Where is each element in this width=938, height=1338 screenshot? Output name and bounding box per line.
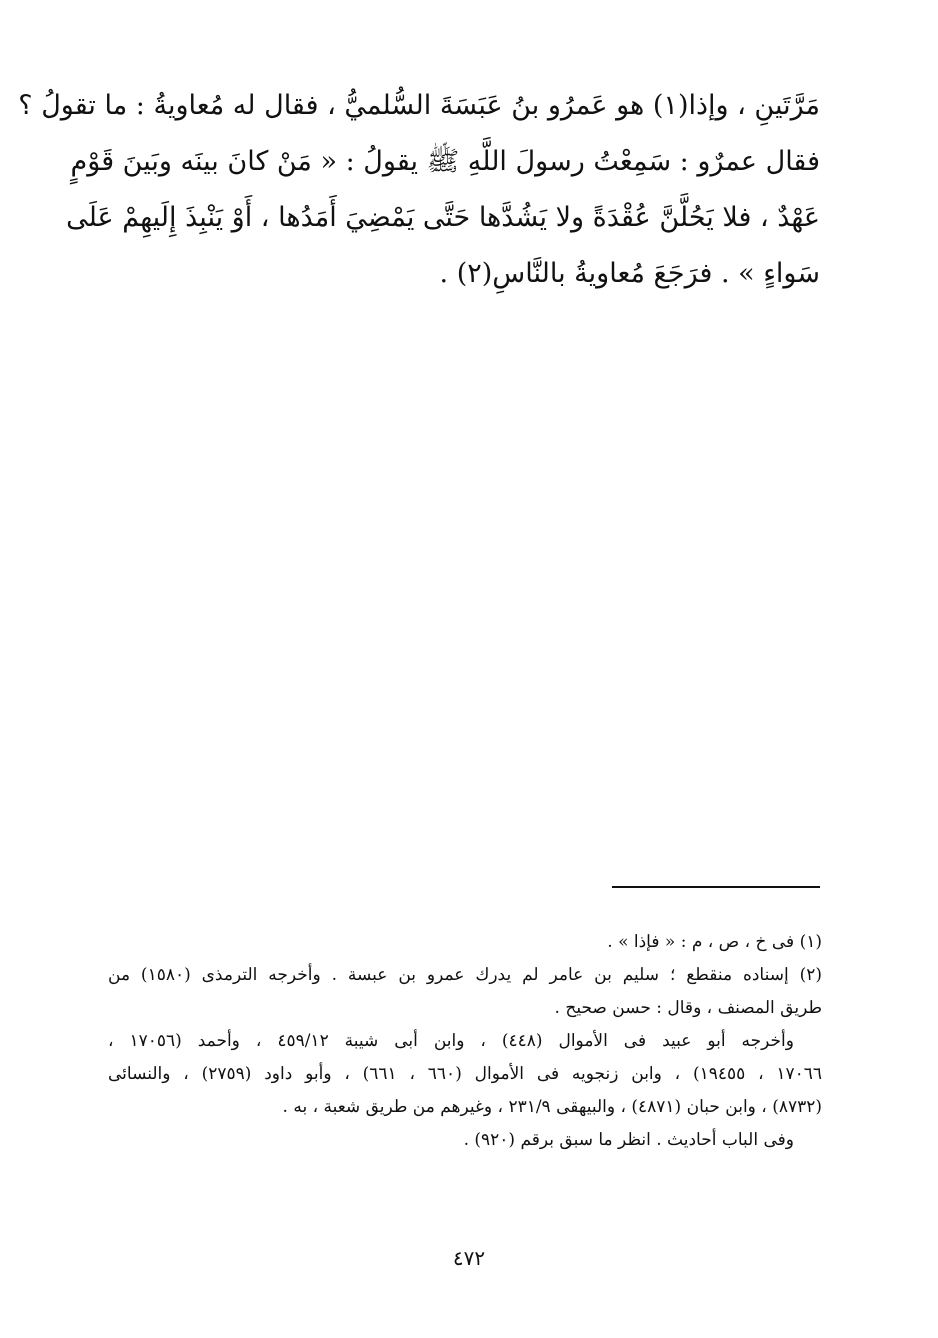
footnote-line: وأخرجه أبو عبيد فى الأموال (٤٤٨) ، وابن أبى شيبة ٤٥٩/١٢ ، وأحمد (١٧٠٥٦ ، <box>108 1031 794 1051</box>
main-text-line: عَهْدٌ ، فلا يَحُلَّنَّ عُقْدَةً ولا يَشُدَّها حَتَّى يَمْضِيَ أَمَدُها ، أَوْ يَنْبِذَ إِلَيهِمْ عَلَى <box>66 202 820 233</box>
main-text-line: مَرَّتَينِ ، وإذا(١) هو عَمرُو بنُ عَبَسَةَ السُّلميُّ ، فقال له مُعاويةُ : ما تقولُ ؟ <box>18 90 820 121</box>
main-text-line: سَواءٍ » . فرَجَعَ مُعاويةُ بالنَّاسِ(٢) . <box>439 258 820 289</box>
footnote-line: (٢) إسناده منقطع ؛ سليم بن عامر لم يدرك عمرو بن عبسة . وأخرجه الترمذى (١٥٨٠) من <box>108 965 822 985</box>
footnotes-block <box>108 926 822 1157</box>
main-text-line: فقال عمرٌو : سَمِعْتُ رسولَ اللَّهِ ﷺ يقولُ : « مَنْ كانَ بينَه وبَينَ قَوْمٍ <box>70 146 820 177</box>
footnote-line: ١٧٠٦٦ ، ١٩٤٥٥) ، وابن زنجويه فى الأموال (٦٦٠ ، ٦٦١) ، وأبو داود (٢٧٥٩) ، والنسائى <box>108 1064 823 1084</box>
footnote-line: (٨٧٣٢) ، وابن حبان (٤٨٧١) ، والبيهقى ٢٣١/٩ ، وغيرهم من طريق شعبة ، به . <box>282 1097 822 1117</box>
footnote-separator <box>612 886 820 888</box>
page-number: ٤٧٢ <box>452 1246 486 1270</box>
footnote-line: (١) فى خ ، ص ، م : « فإذا » . <box>607 932 822 952</box>
footnote-line: وفى الباب أحاديث . انظر ما سبق برقم (٩٢٠) . <box>463 1130 794 1150</box>
main-text-block <box>18 78 820 302</box>
footnote-line: طريق المصنف ، وقال : حسن صحيح . <box>554 998 822 1018</box>
